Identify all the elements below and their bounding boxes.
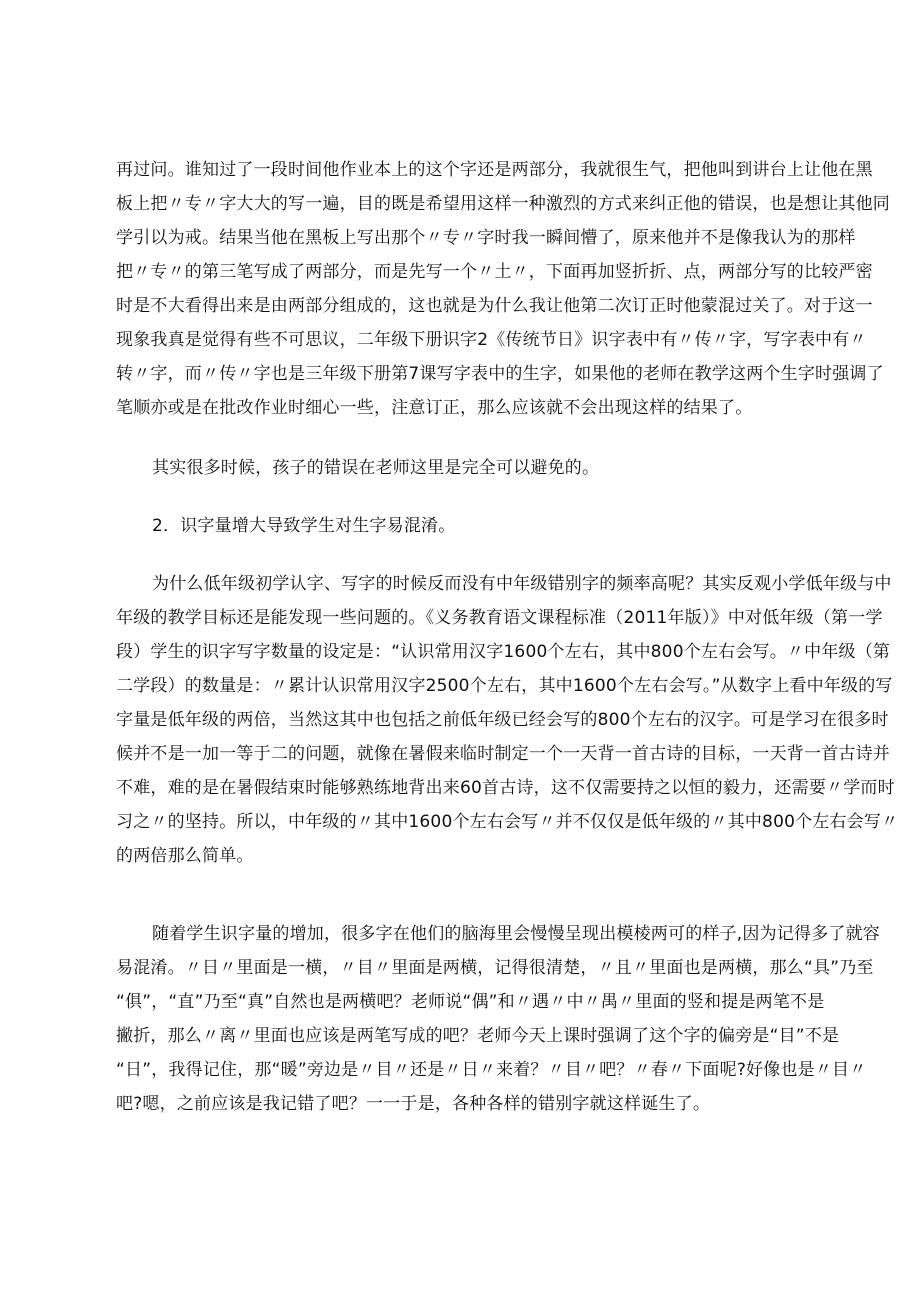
text-line: “俱”，“直”乃至“真”自然也是两横吧？老师说“偶”和〃遇〃中〃禺〃里面的竖和提是两笔不是 — [116, 992, 825, 1012]
text-line: 现象我真是觉得有些不可思议，二年级下册识字2《传统节日》识字表中有〃传〃字，写字表中有〃 — [116, 330, 867, 350]
text-line: 年级的教学目标还是能发现一些问题的。《义务教育语文课程标准（2011年版）》中对低年级（第一学 — [116, 608, 883, 628]
text-line: 随着学生识字量的增加，很多字在他们的脑海里会慢慢呈现出模棱两可的样子,因为记得多了就容 — [152, 924, 881, 944]
text-line: “日”，我得记住，那“暖”旁边是〃目〃还是〃日〃来着？〃目〃吧？〃春〃下面呢?好像也是〃目〃 — [116, 1060, 867, 1080]
text-line: 撇折，那么〃离〃里面也应该是两笔写成的吧？老师今天上课时强调了这个字的偏旁是“目”不是 — [116, 1026, 840, 1046]
text-line: 字量是低年级的两倍，当然这其中也包括之前低年级已经会写的800个左右的汉字。可是学习在很多时 — [116, 710, 889, 730]
paragraph-line: 其实很多时候，孩子的错误在老师这里是完全可以避免的。 — [152, 458, 600, 478]
text-line: 吧?嗯，之前应该是我记错了吧？一一于是，各种各样的错别字就这样诞生了。 — [116, 1094, 711, 1114]
text-line: 习之〃的坚持。所以，中年级的〃其中1600个左右会写〃并不仅仅是低年级的〃其中800个左右会写〃 — [116, 812, 899, 832]
text-line: 段）学生的识字写字数量的设定是：“认识常用汉字1600个左右，其中800个左右会写。〃中年级（第 — [116, 642, 891, 662]
section-heading: 2．识字量增大导致学生对生字易混淆。 — [152, 516, 456, 536]
text-line: 转〃字，而〃传〃字也是三年级下册第7课写字表中的生字，如果他的老师在教学这两个生字时强调了 — [116, 364, 884, 384]
text-line: 学引以为戒。结果当他在黑板上写出那个〃专〃字时我一瞬间懵了，原来他并不是像我认为的那样 — [116, 228, 856, 248]
text-line: 的两倍那么简单。 — [116, 846, 254, 866]
text-line: 二学段）的数量是：〃累计认识常用汉字2500个左右，其中1600个左右会写。”从数字上看中年级的写 — [116, 676, 893, 696]
text-line: 不难，难的是在暑假结束时能够熟练地背出来60首古诗，这不仅需要持之以恒的毅力，还需要〃学而时 — [116, 778, 895, 798]
text-line: 板上把〃专〃字大大的写一遍，目的既是希望用这样一种激烈的方式来纠正他的错误，也是想让其他同 — [116, 194, 890, 214]
text-line: 候并不是一加一等于二的问题，就像在暑假来临时制定一个一天背一首古诗的目标，一天背一首古诗并 — [116, 744, 890, 764]
text-line: 为什么低年级初学认字、写字的时候反而没有中年级错别字的频率高呢？其实反观小学低年级与中 — [152, 574, 892, 594]
text-line: 笔顺亦或是在批改作业时细心一些，注意订正，那么应该就不会出现这样的结果了。 — [116, 398, 753, 418]
text-line: 把〃专〃的第三笔写成了两部分，而是先写一个〃土〃，下面再加竖折折、点，两部分写的比较严密 — [116, 262, 873, 282]
text-line: 易混淆。〃日〃里面是一横，〃目〃里面是两横，记得很清楚，〃且〃里面也是两横，那么“具”乃至 — [116, 958, 874, 978]
text-line: 时是不大看得出来是由两部分组成的，这也就是为什么我让他第二次订正时他蒙混过关了。对于这一 — [116, 296, 873, 316]
text-line: 再过问。谁知过了一段时间他作业本上的这个字还是两部分，我就很生气，把他叫到讲台上让他在黑 — [116, 160, 873, 180]
